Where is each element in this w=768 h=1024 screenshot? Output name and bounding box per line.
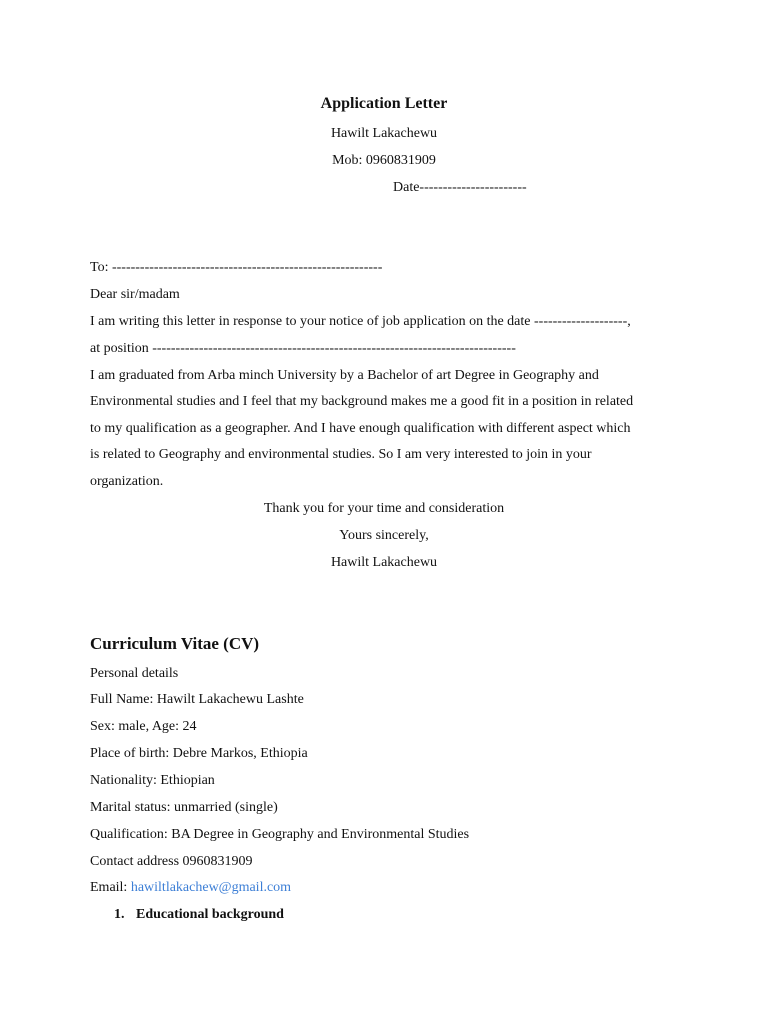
sender-name: Hawilt Lakachewu [330, 126, 438, 141]
letter-date: Date----------------------- [393, 180, 527, 195]
salutation: Dear sir/madam [90, 287, 180, 302]
sender-mobile: Mob: 0960831909 [332, 153, 436, 168]
nationality-field: Nationality: Ethiopian [90, 773, 215, 788]
contact-field: Contact address 0960831909 [90, 854, 253, 869]
letter-body-line: at position ------------------------------------------------------------------------------ [90, 341, 516, 356]
letter-body-line: I am graduated from Arba minch University by a Bachelor of art Degree in Geography and [90, 368, 599, 383]
signature-name: Hawilt Lakachewu [330, 555, 438, 570]
cv-title: Curriculum Vitae (CV) [90, 634, 260, 653]
letter-body-line: I am writing this letter in response to your notice of job application on the date --------------------, [90, 314, 631, 329]
full-name-field: Full Name: Hawilt Lakachewu Lashte [90, 692, 304, 707]
email-field [90, 879, 291, 897]
closing-line: Yours sincerely, [339, 528, 429, 543]
letter-body-line: Environmental studies and I feel that my background makes me a good fit in a position in related [90, 394, 634, 409]
marital-status-field: Marital status: unmarried (single) [90, 800, 278, 815]
qualification-field: Qualification: BA Degree in Geography and Environmental Studies [90, 827, 470, 842]
educational-background-heading: Educational background [136, 907, 284, 922]
email-link[interactable]: hawiltlakachew@gmail.com [130, 880, 292, 895]
recipient-line: To: ---------------------------------------------------------- [90, 260, 383, 275]
letter-body-line: to my qualification as a geographer. And I have enough qualification with different aspect which [90, 421, 631, 436]
sex-age-field: Sex: male, Age: 24 [90, 719, 197, 734]
letter-body-line: is related to Geography and environmental studies. So I am very interested to join in your [90, 447, 592, 462]
birth-place-field: Place of birth: Debre Markos, Ethiopia [90, 746, 308, 761]
letter-title: Application Letter [320, 95, 448, 112]
thanks-line: Thank you for your time and consideration [263, 501, 505, 516]
email-label: Email: [90, 880, 131, 895]
educational-background-number: 1. [114, 907, 125, 922]
personal-details-heading: Personal details [90, 666, 179, 681]
letter-body-line: organization. [90, 474, 164, 489]
